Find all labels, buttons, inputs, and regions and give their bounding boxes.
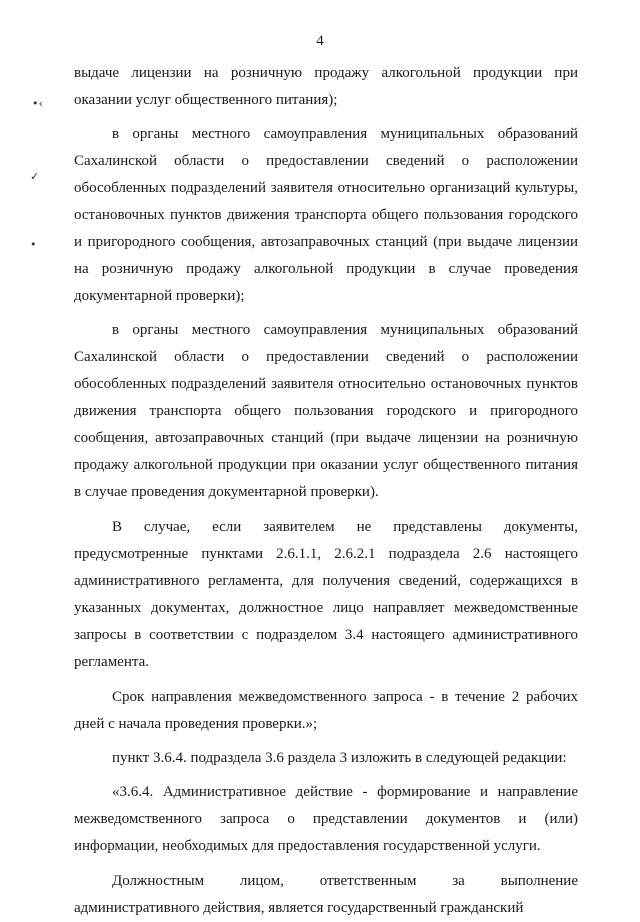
paragraph: выдаче лицензии на розничную продажу алкогольной продукции при оказании услуг общественного питания); (74, 65, 578, 108)
paragraph: В случае, если заявителем не представлены документы, предусмотренные пунктами 2.6.1.1, 2.6.2.1 подраздела 2.6 настоящего административного регламента, для получения сведений, содержащихся в указанных документах, должностное лицо направляет межведомственные запросы в соответствии с подразделом 3.4 настоящего административного регламента. (74, 519, 578, 670)
paragraph: пункт 3.6.4. подраздела 3.6 раздела 3 изложить в следующей редакции: (112, 750, 567, 766)
margin-mark: ✓ (30, 170, 40, 183)
paragraph: «3.6.4. Административное действие - формирование и направление межведомственного запроса о представлении документов и (или) информации, необходимых для предоставления государственной услуги. (74, 784, 578, 854)
paragraph: в органы местного самоуправления муниципальных образований Сахалинской области о предоставлении сведений о расположении обособленных подразделений заявителя относительно остановочных пунктов движения транспорта общего пользования городского и пригородного сообщения, автозаправочных станций (при выдаче лицензии на розничную продажу алкогольной продукции при оказании услуг общественного питания в случае проведения документарной проверки). (74, 322, 578, 500)
margin-mark: • (30, 238, 37, 251)
paragraph: Должностным лицом, ответственным за выполнение административного действия, является государственный гражданский (74, 873, 578, 916)
document-body (74, 60, 578, 922)
paragraph: Срок направления межведомственного запроса - в течение 2 рабочих дней с начала проведения проверки.»; (74, 689, 578, 732)
paragraph: в органы местного самоуправления муниципальных образований Сахалинской области о предоставлении сведений о расположении обособленных подразделений заявителя относительно организаций культуры, остановочных пунктов движения транспорта общего пользования городского и пригородного сообщения, автозаправочных станций (при выдаче лицензии на розничную продажу алкогольной продукции в случае проведения документарной проверки); (74, 126, 578, 304)
margin-mark: •‹ (32, 97, 43, 110)
page-number: 4 (316, 33, 324, 49)
